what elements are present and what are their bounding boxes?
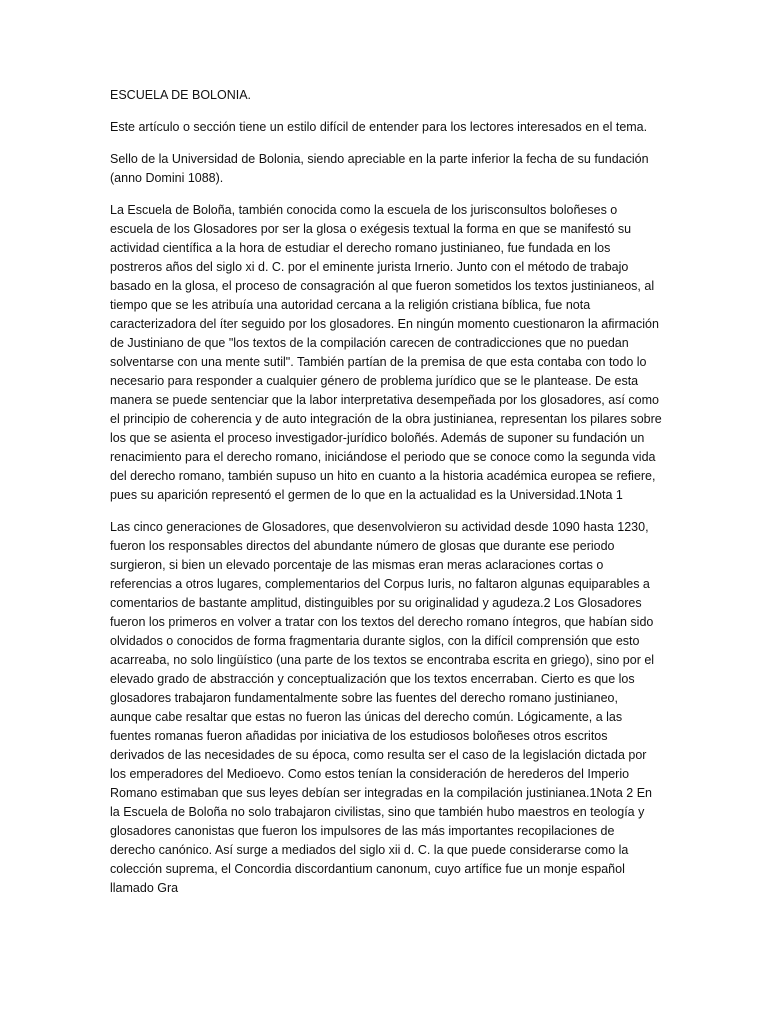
- document-page: [110, 86, 662, 911]
- body-paragraph-2: Las cinco generaciones de Glosadores, que desenvolvieron su actividad desde 1090 hasta 1230, fueron los responsables directos del abundante número de glosas que durante ese periodo surgieron, si bien un elevado porcentaje de las mismas eran meras aclaraciones cortas o referencias a otros lugares, complementarios del Corpus Iuris, no faltaron algunas equiparables a comentarios de bastante amplitud, distinguibles por su originalidad y agudeza.2 Los Glosadores fueron los primeros en volver a tratar con los textos del derecho romano íntegros, que habían sido olvidados o conocidos de forma fragmentaria durante siglos, con la difícil comprensión que esto acarreaba, no solo lingüístico (una parte de los textos se encontraba escrita en griego), sino por el elevado grado de abstracción y conceptualización que los textos encerraban. Cierto es que los glosadores trabajaron fundamentalmente sobre las fuentes del derecho romano justinianeo, aunque cabe resaltar que estas no fueron las únicas del derecho común. Lógicamente, a las fuentes romanas fueron añadidas por iniciativa de los estudiosos boloñeses otros escritos derivados de las necesidades de su época, como resulta ser el caso de la legislación dictada por los emperadores del Medioevo. Como estos tenían la consideración de herederos del Imperio Romano estimaban que sus leyes debían ser integradas en la compilación justinianea.1Nota 2 En la Escuela de Boloña no solo trabajaron civilistas, sino que también hubo maestros en teología y glosadores canonistas que fueron los impulsores de las más importantes recopilaciones de derecho canónico. Así surge a mediados del siglo xii d. C. la que puede considerarse como la colección suprema, el Concordia discordantium canonum, cuyo artífice fue un monje español llamado Gra: [110, 520, 655, 895]
- style-notice: Este artículo o sección tiene un estilo difícil de entender para los lectores interesados en el tema.: [110, 120, 648, 134]
- body-paragraph-1: La Escuela de Boloña, también conocida como la escuela de los jurisconsultos boloñeses o escuela de los Glosadores por ser la glosa o exégesis textual la forma en que se manifestó su actividad científica a la hora de estudiar el derecho romano justinianeo, fue fundada en los postreros años del siglo xi d. C. por el eminente jurista Irnerio. Junto con el método de trabajo basado en la glosa, el proceso de consagración al que fueron sometidos los textos justinianeos, al tiempo que se les atribuía una autoridad cercana a la religión cristiana bíblica, fue nota caracterizadora del íter seguido por los glosadores. En ningún momento cuestionaron la afirmación de Justiniano de que "los textos de la compilación carecen de contradicciones que no puedan solventarse con una mente sutil". También partían de la premisa de que esta contaba con todo lo necesario para responder a cualquier género de problema jurídico que se le plantease. De esta manera se puede sentenciar que la labor interpretativa desempeñada por los glosadores, así como el principio de coherencia y de auto integración de la obra justinianea, representan los pilares sobre los que se asienta el proceso investigador-jurídico boloñés. Además de suponer su fundación un renacimiento para el derecho romano, iniciándose el periodo que se conoce como la segunda vida del derecho romano, también supuso un hito en cuanto a la historia académica europea se refiere, pues su aparición representó el germen de lo que en la actualidad es la Universidad.1Nota 1: [110, 203, 662, 502]
- document-title: ESCUELA DE BOLONIA.: [110, 88, 252, 102]
- seal-caption: Sello de la Universidad de Bolonia, siendo apreciable en la parte inferior la fecha de su fundación (anno Domini 1088).: [110, 152, 649, 185]
